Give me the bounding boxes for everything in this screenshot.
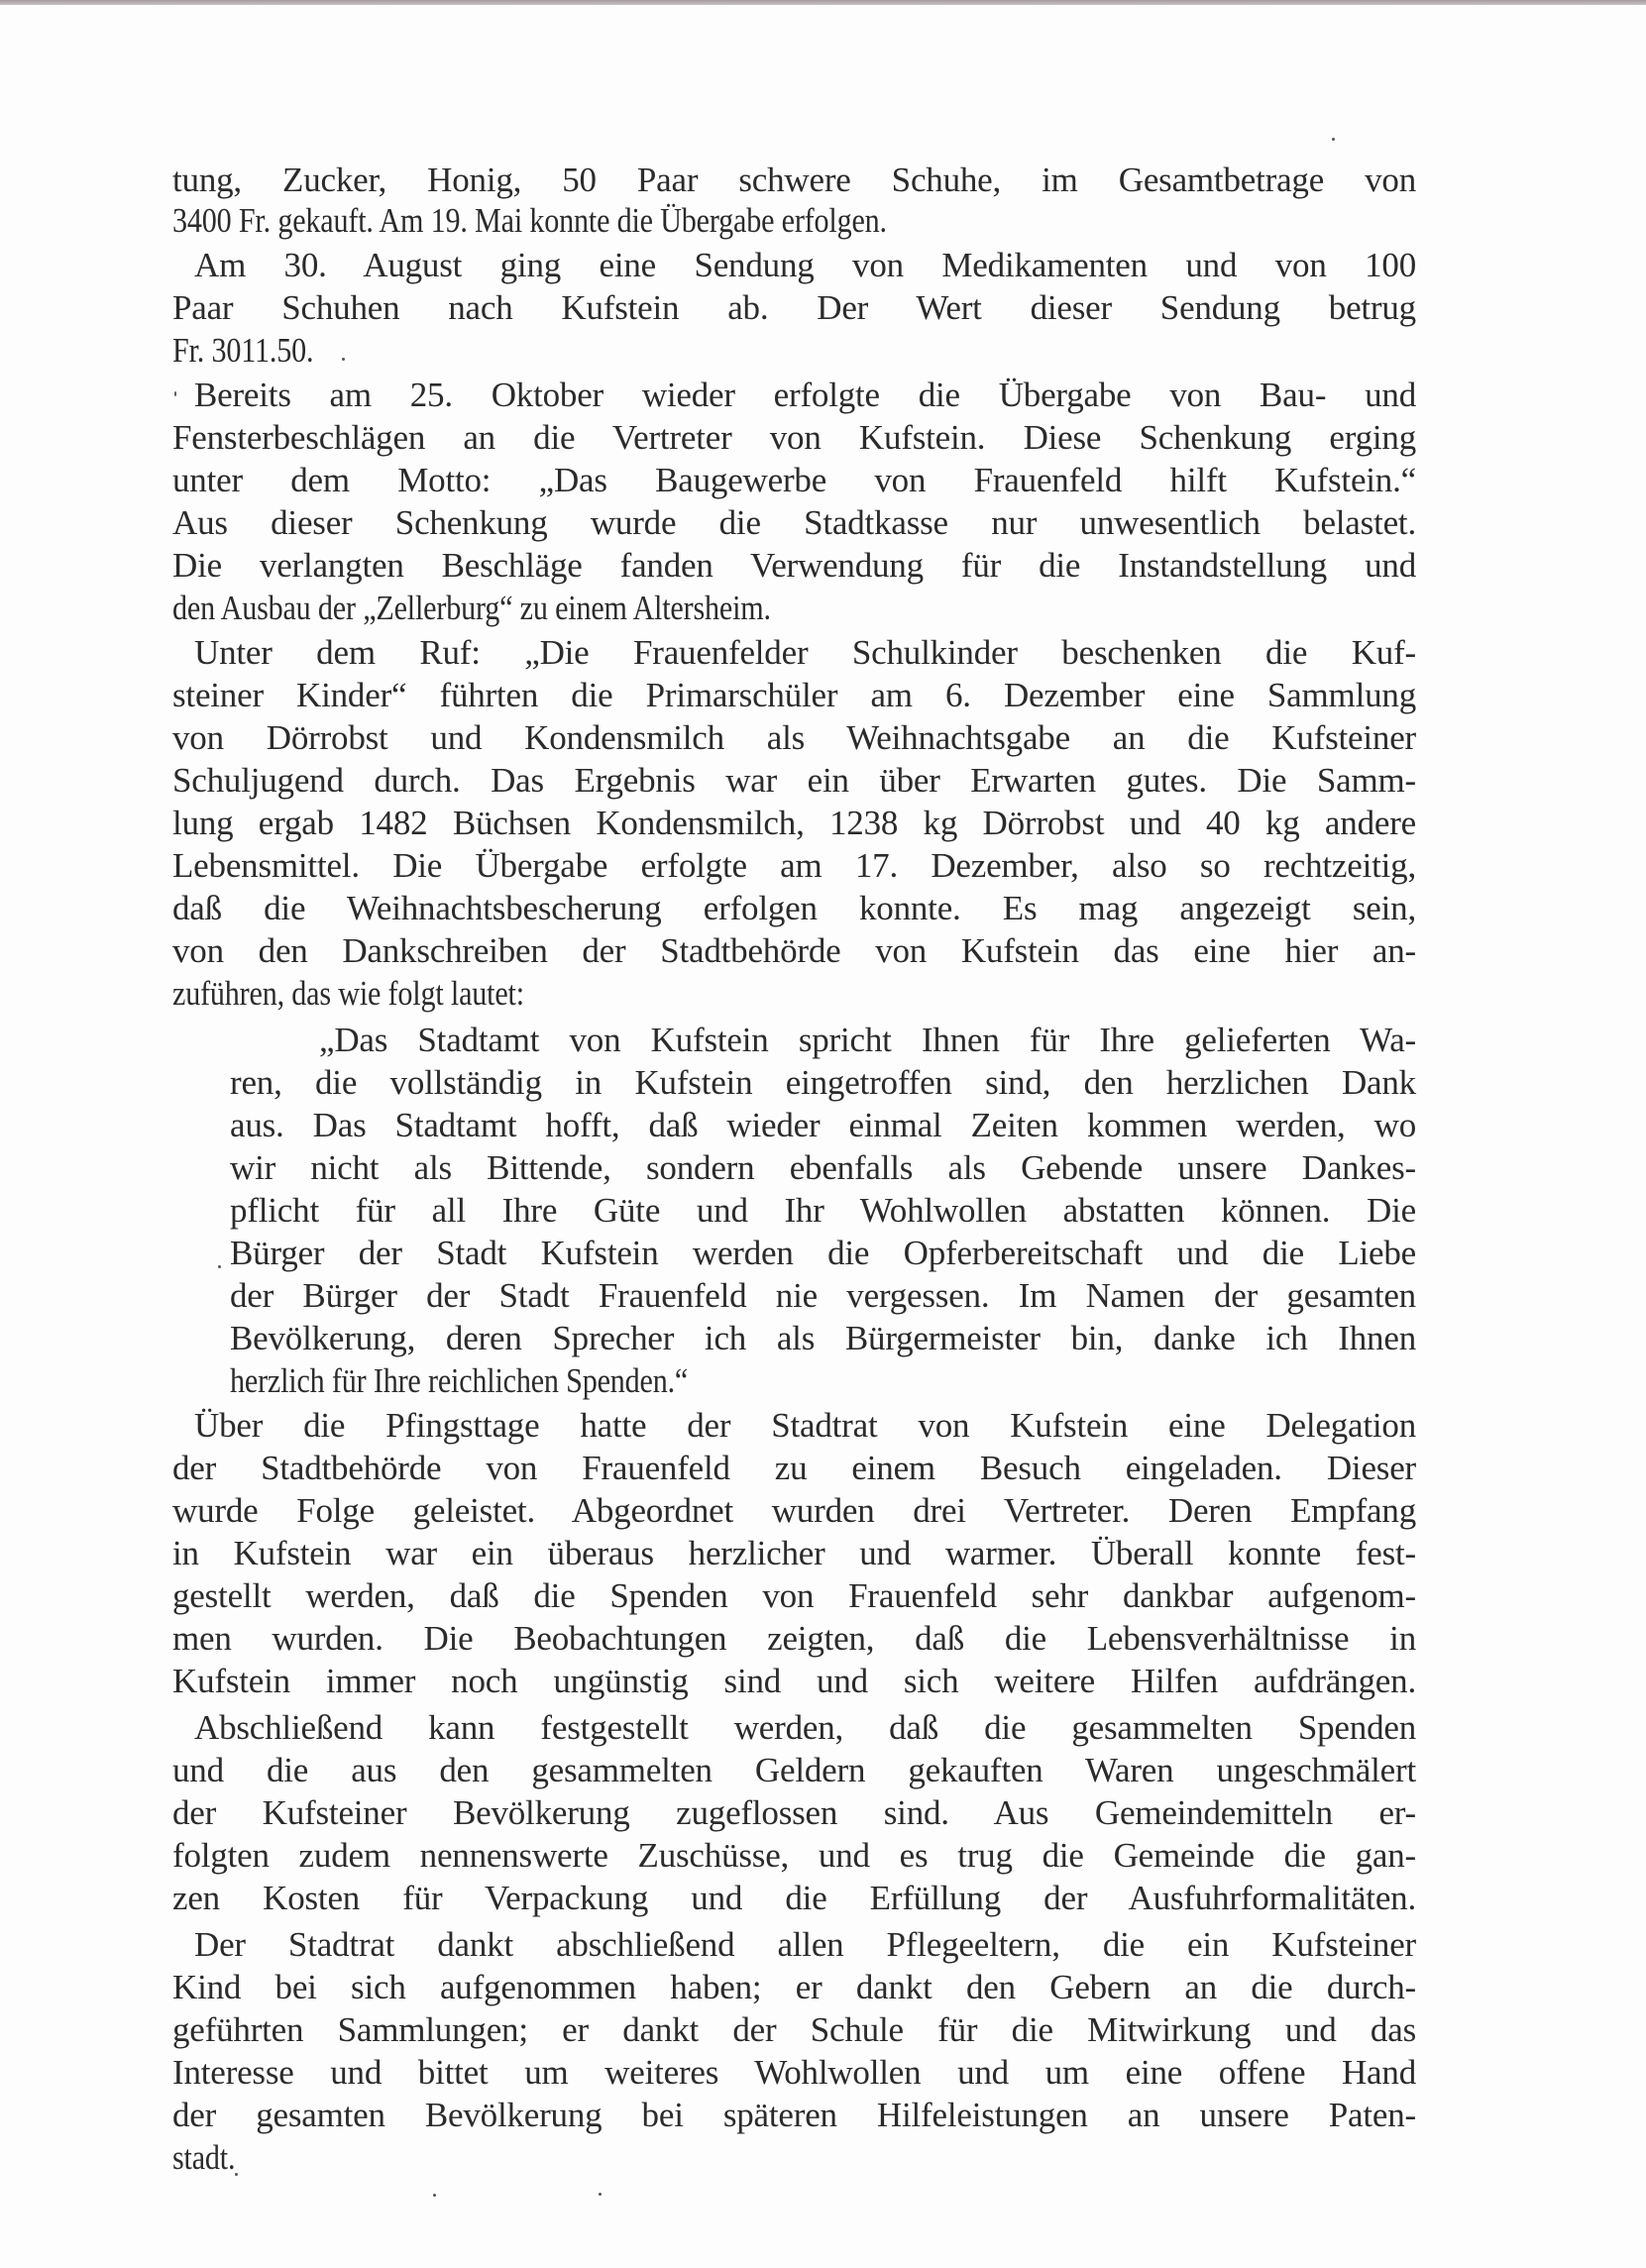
text-line: Die verlangten Beschläge fanden Verwendung für die Instandstellung und xyxy=(172,546,1416,585)
scan-speck xyxy=(342,358,345,361)
text-line: Schuljugend durch. Das Ergebnis war ein über Erwarten gutes. Die Samm- xyxy=(172,761,1416,800)
text-line: tung, Zucker, Honig, 50 Paar schwere Schuhe, im Gesamtbetrage von xyxy=(172,161,1416,199)
text-line: Fensterbeschlägen an die Vertreter von Kufstein. Diese Schenkung erging xyxy=(172,418,1416,457)
text-line: zen Kosten für Verpackung und die Erfüllung der Ausfuhrformalitäten. xyxy=(172,1879,1416,1917)
text-line: aus. Das Stadtamt hofft, daß wieder einmal Zeiten kommen werden, wo xyxy=(230,1106,1416,1144)
text-line: von Dörrobst und Kondensmilch als Weihnachtsgabe an die Kufsteiner xyxy=(172,718,1416,757)
text-line: der Bürger der Stadt Frauenfeld nie vergessen. Im Namen der gesamten xyxy=(230,1276,1416,1315)
text-line: unter dem Motto: „Das Baugewerbe von Frauenfeld hilft Kufstein.“ xyxy=(172,461,1416,499)
text-line: Kufstein immer noch ungünstig sind und sich weitere Hilfen aufdrängen. xyxy=(172,1662,1416,1700)
text-line: daß die Weihnachtsbescherung erfolgen konnte. Es mag angezeigt sein, xyxy=(172,889,1416,927)
text-line: Paar Schuhen nach Kufstein ab. Der Wert dieser Sendung betrug xyxy=(172,288,1416,327)
text-line: Über die Pfingsttage hatte der Stadtrat von Kufstein eine Delegation xyxy=(194,1406,1416,1445)
text-line: Abschließend kann festgestellt werden, daß die gesammelten Spenden xyxy=(194,1708,1416,1747)
text-line: Bereits am 25. Oktober wieder erfolgte die Übergabe von Bau- und xyxy=(194,376,1416,414)
scan-speck xyxy=(433,2194,436,2197)
text-line: wurde Folge geleistet. Abgeordnet wurden drei Vertreter. Deren Empfang xyxy=(172,1491,1416,1530)
text-line: Der Stadtrat dankt abschließend allen Pflegeeltern, die ein Kufsteiner xyxy=(194,1925,1416,1964)
text-line: ren, die vollständig in Kufstein eingetroffen sind, den herzlichen Dank xyxy=(230,1063,1416,1102)
text-line: von den Dankschreiben der Stadtbehörde von Kufstein das eine hier an- xyxy=(172,931,1416,970)
scan-speck xyxy=(174,391,176,396)
text-line: geführten Sammlungen; er dankt der Schule für die Mitwirkung und das xyxy=(172,2010,1416,2049)
text-line: Aus dieser Schenkung wurde die Stadtkasse nur unwesentlich belastet. xyxy=(172,503,1416,542)
text-line: 3400 Fr. gekauft. Am 19. Mai konnte die Übergabe erfolgen. xyxy=(172,201,887,240)
text-line: steiner Kinder“ führten die Primarschüler am 6. Dezember eine Sammlung xyxy=(172,676,1416,714)
text-line: „Das Stadtamt von Kufstein spricht Ihnen für Ihre gelieferten Wa- xyxy=(319,1021,1416,1059)
text-line: Unter dem Ruf: „Die Frauenfelder Schulkinder beschenken die Kuf- xyxy=(194,633,1416,672)
text-line: pflicht für all Ihre Güte und Ihr Wohlwollen abstatten können. Die xyxy=(230,1191,1416,1230)
text-line: Kind bei sich aufgenommen haben; er dankt den Gebern an die durch- xyxy=(172,1968,1416,2006)
text-line: zuführen, das wie folgt lautet: xyxy=(172,974,524,1013)
scan-speck xyxy=(1332,138,1335,141)
text-line: stadt. xyxy=(172,2138,236,2177)
text-line: Am 30. August ging eine Sendung von Medikamenten und von 100 xyxy=(194,246,1416,284)
text-line: in Kufstein war ein überaus herzlicher und warmer. Überall konnte fest- xyxy=(172,1534,1416,1572)
text-line: Lebensmittel. Die Übergabe erfolgte am 17. Dezember, also so rechtzeitig, xyxy=(172,846,1416,885)
text-line: und die aus den gesammelten Geldern gekauften Waren ungeschmälert xyxy=(172,1751,1416,1789)
scan-speck xyxy=(599,2193,602,2196)
text-line: wir nicht als Bittende, sondern ebenfalls als Gebende unsere Dankes- xyxy=(230,1148,1416,1187)
text-line: Bürger der Stadt Kufstein werden die Opferbereitschaft und die Liebe xyxy=(230,1234,1416,1272)
text-line: der Kufsteiner Bevölkerung zugeflossen sind. Aus Gemeindemitteln er- xyxy=(172,1793,1416,1832)
text-line: Bevölkerung, deren Sprecher ich als Bürgermeister bin, danke ich Ihnen xyxy=(230,1319,1416,1357)
text-line: Fr. 3011.50. xyxy=(172,331,314,370)
text-line: folgten zudem nennenswerte Zuschüsse, und es trug die Gemeinde die gan- xyxy=(172,1836,1416,1875)
text-line: der gesamten Bevölkerung bei späteren Hilfeleistungen an unsere Paten- xyxy=(172,2096,1416,2134)
text-line: men wurden. Die Beobachtungen zeigten, daß die Lebensverhältnisse in xyxy=(172,1619,1416,1658)
text-line: Interesse und bittet um weiteres Wohlwollen und um eine offene Hand xyxy=(172,2053,1416,2092)
text-line: lung ergab 1482 Büchsen Kondensmilch, 1238 kg Dörrobst und 40 kg andere xyxy=(172,804,1416,842)
text-line: den Ausbau der „Zellerburg“ zu einem Altersheim. xyxy=(172,589,771,627)
scan-speck xyxy=(218,1265,221,1268)
text-line: gestellt werden, daß die Spenden von Frauenfeld sehr dankbar aufgenom- xyxy=(172,1576,1416,1615)
scan-speck xyxy=(235,2173,238,2176)
text-line: der Stadtbehörde von Frauenfeld zu einem Besuch eingeladen. Dieser xyxy=(172,1449,1416,1487)
text-line: herzlich für Ihre reichlichen Spenden.“ xyxy=(230,1361,689,1400)
